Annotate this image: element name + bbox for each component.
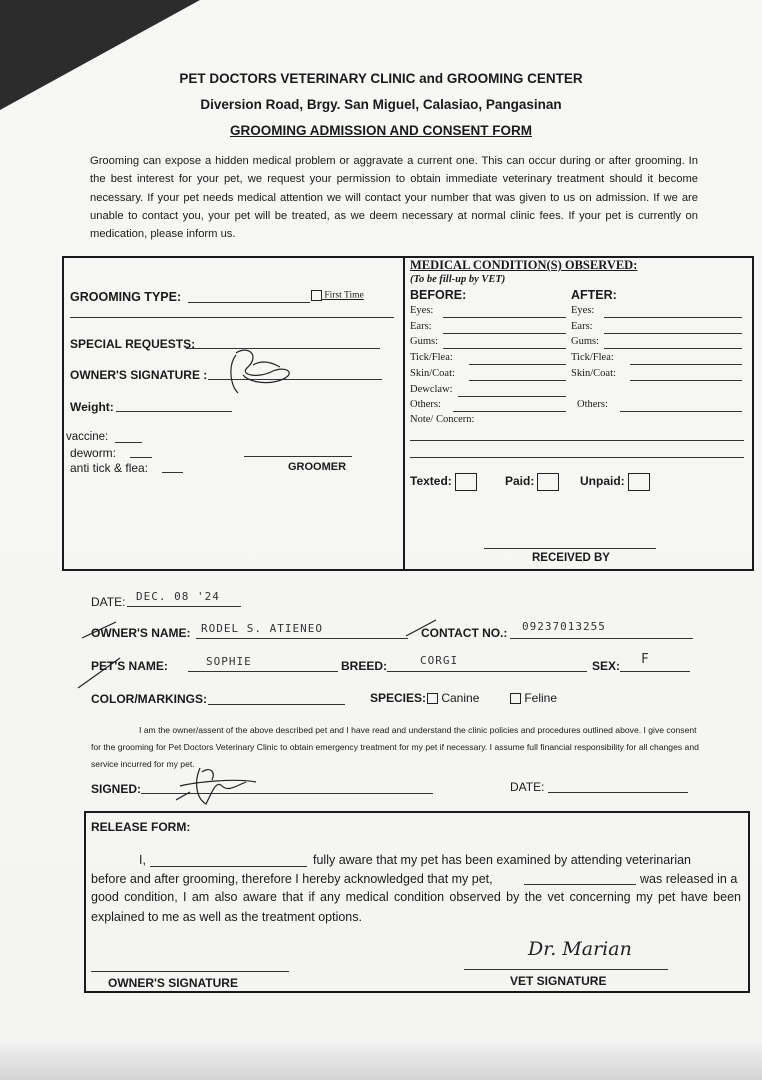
anti-tick-field[interactable] <box>162 472 183 473</box>
scan-shadow-corner <box>0 0 200 110</box>
feline-label: Feline <box>524 691 558 705</box>
date-value: DEC. 08 '24 <box>136 590 220 603</box>
release-name-field[interactable] <box>150 866 307 867</box>
vet-signature-line[interactable] <box>464 969 668 970</box>
grooming-type-extra-line <box>70 317 394 318</box>
note-label: Note/ Concern: <box>410 414 475 425</box>
breed-value: CORGI <box>420 654 459 667</box>
anti-tick-label: anti tick & flea: <box>70 461 149 475</box>
canine-label: Canine <box>441 691 480 705</box>
pet-name-label: PET'S NAME: <box>91 659 168 673</box>
after-heading: AFTER: <box>571 288 617 302</box>
panel-divider <box>403 256 405 569</box>
release-text-1: fully aware that my pet has been examined by attending veterinarian <box>313 853 692 867</box>
after-item-label: Skin/Coat: <box>571 367 616 379</box>
medical-subtitle: (To be fill-up by VET) <box>410 274 506 285</box>
contact-field[interactable] <box>510 638 693 639</box>
pet-name-value: SOPHIE <box>206 655 252 668</box>
grooming-type-label: GROOMING TYPE: <box>70 290 182 304</box>
before-item-label: Gums: <box>410 336 439 348</box>
unpaid-checkbox[interactable] <box>628 473 650 491</box>
after-item-field[interactable] <box>620 411 742 412</box>
before-item-field[interactable] <box>469 364 566 365</box>
canine-option[interactable] <box>427 691 479 705</box>
owner-signature-scribble <box>218 345 308 400</box>
vaccine-field[interactable] <box>115 442 142 443</box>
groomer-signature-line[interactable] <box>244 456 352 457</box>
received-by-line[interactable] <box>484 548 656 549</box>
vet-signature-label: VET SIGNATURE <box>510 974 607 988</box>
vaccine-label: vaccine: <box>66 431 109 443</box>
before-item-field[interactable] <box>469 380 566 381</box>
unpaid-label: Unpaid: <box>580 474 625 489</box>
groomer-label: GROOMER <box>288 461 347 473</box>
release-title: RELEASE FORM: <box>91 820 191 834</box>
special-requests-label: SPECIAL REQUESTS: <box>70 337 196 351</box>
release-text-2: before and after grooming, therefore I hereby acknowledged that my pet, <box>91 872 493 886</box>
before-item-field[interactable] <box>443 333 567 334</box>
before-item-label: Tick/Flea: <box>410 352 453 364</box>
after-item-label: Ears: <box>571 320 593 332</box>
release-pet-field[interactable] <box>524 884 636 885</box>
after-item-label: Eyes: <box>571 305 595 316</box>
sex-label: SEX: <box>592 659 621 673</box>
first-time-option[interactable] <box>311 290 364 301</box>
weight-label: Weight: <box>70 400 114 414</box>
after-item-field[interactable] <box>604 348 743 349</box>
before-item-field[interactable] <box>443 348 567 349</box>
after-item-field[interactable] <box>630 364 742 365</box>
deworm-label: deworm: <box>70 446 117 460</box>
owner-name-label: OWNER'S NAME: <box>91 626 191 640</box>
before-item-field[interactable] <box>443 317 567 318</box>
breed-field[interactable] <box>387 671 587 672</box>
before-item-label: Skin/Coat: <box>410 367 455 379</box>
owner-release-signature-label: OWNER'S SIGNATURE <box>108 976 238 990</box>
date-field[interactable] <box>127 606 241 607</box>
clinic-address: Diversion Road, Brgy. San Miguel, Calasiao, Pangasinan <box>200 97 562 112</box>
signed-scribble <box>176 762 266 810</box>
medical-title: MEDICAL CONDITION(S) OBSERVED: <box>410 258 638 272</box>
form-title: GROOMING ADMISSION AND CONSENT FORM <box>230 123 532 138</box>
scan-shadow-bottom <box>0 1044 762 1080</box>
color-label: COLOR/MARKINGS: <box>91 692 207 706</box>
unpaid-option[interactable] <box>580 473 650 491</box>
contact-value: 09237013255 <box>522 620 606 633</box>
sex-field[interactable] <box>620 671 690 672</box>
received-by-label: RECEIVED BY <box>532 552 610 564</box>
before-item-field[interactable] <box>453 411 566 412</box>
before-item-label: Others: <box>410 399 441 411</box>
note-line-1[interactable] <box>410 440 744 441</box>
first-time-checkbox[interactable] <box>311 290 322 301</box>
owner-release-signature-line[interactable] <box>91 971 289 972</box>
after-item-label: Tick/Flea: <box>571 352 614 364</box>
pet-strike-mark <box>76 652 126 692</box>
intro-paragraph: Grooming can expose a hidden medical problem or aggravate a current one. This can occur during or after grooming. In the best interest for your pet, we request your permission to obtain immediate veterinary treatment should it become necessary. If your pet needs medical attention we will contact your number that was given to us on admission. If we are unable to contact you, your pet will be treated, as we deem necessary at normal clinic fees. If your pet is currently on medication, please inform us. <box>90 155 698 241</box>
deworm-field[interactable] <box>130 457 152 458</box>
release-i: I, <box>139 853 146 867</box>
after-item-label: Gums: <box>571 336 600 348</box>
breed-label: BREED: <box>341 659 388 673</box>
before-item-label: Dewclaw: <box>410 383 453 395</box>
signed-label: SIGNED: <box>91 782 142 796</box>
after-item-field[interactable] <box>604 317 743 318</box>
weight-field[interactable] <box>116 411 232 412</box>
clinic-name: PET DOCTORS VETERINARY CLINIC and GROOMING CENTER <box>179 71 583 86</box>
species-label: SPECIES: <box>370 691 427 705</box>
release-text-4: good condition, I am also aware that if any medical condition observed by the vet concerning my pet have been explained to me as well as the treatment options. <box>91 890 741 924</box>
signed-date-label: DATE: <box>510 780 545 794</box>
texted-label: Texted: <box>410 474 452 489</box>
release-text-3: was released in a <box>640 872 738 886</box>
after-item-label: Others: <box>577 399 608 411</box>
before-item-label: Eyes: <box>410 305 434 316</box>
grooming-type-field[interactable] <box>188 302 310 303</box>
first-time-label: First Time <box>324 290 364 301</box>
owners-signature-label: OWNER'S SIGNATURE : <box>70 368 208 382</box>
before-item-label: Ears: <box>410 320 432 332</box>
color-field[interactable] <box>208 704 345 705</box>
texted-option[interactable] <box>410 473 477 491</box>
date-label: DATE: <box>91 595 126 609</box>
before-item-field[interactable] <box>458 396 566 397</box>
texted-checkbox[interactable] <box>455 473 477 491</box>
after-item-field[interactable] <box>630 380 742 381</box>
consent-paragraph: I am the owner/assent of the above described pet and I have read and understand the clinic policies and procedures outlined above. I give consent for the grooming for Pet Doctors Veterinary Clinic to obtain emergency treatment for my pet if necessary. I assume full financial responsibility for all changes and service incurred for my pet. <box>91 725 699 769</box>
paid-option[interactable] <box>505 473 559 491</box>
feline-checkbox[interactable] <box>510 693 521 704</box>
signed-date-field[interactable] <box>548 792 688 793</box>
before-heading: BEFORE: <box>410 288 467 302</box>
owner-name-value: RODEL S. ATIENEO <box>201 622 323 635</box>
pet-name-field[interactable] <box>188 671 338 672</box>
paid-label: Paid: <box>505 474 535 489</box>
canine-checkbox[interactable] <box>427 693 438 704</box>
after-item-field[interactable] <box>604 333 743 334</box>
feline-option[interactable] <box>510 691 557 705</box>
sex-value: F <box>641 652 650 667</box>
strike-marks <box>80 614 440 644</box>
contact-label: CONTACT NO.: <box>421 626 508 640</box>
note-line-2[interactable] <box>410 457 744 458</box>
vet-handwritten-signature: Dr. Marian <box>528 938 632 960</box>
paid-checkbox[interactable] <box>537 473 559 491</box>
